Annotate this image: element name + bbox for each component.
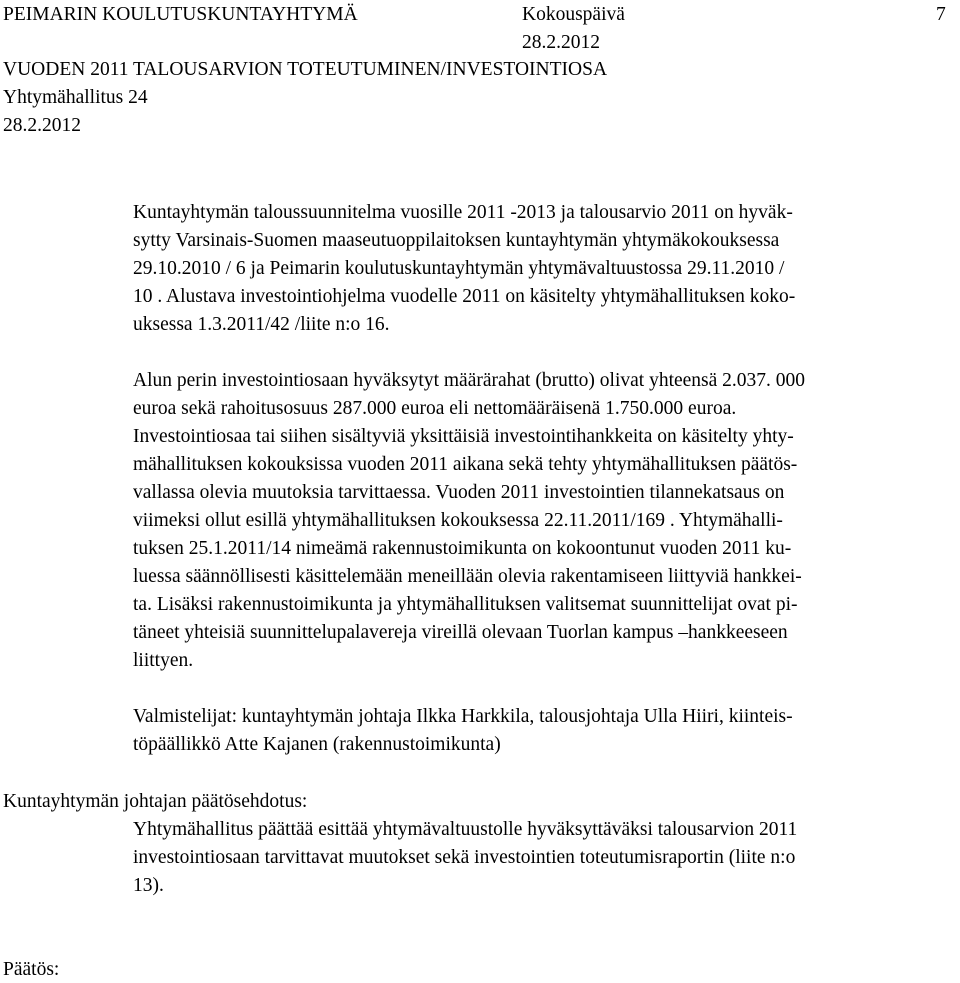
preparers-line: töpäällikkö Atte Kajanen (rakennustoimikunta) bbox=[133, 734, 501, 755]
page-number: 7 bbox=[936, 4, 946, 25]
meeting-date-label: Kokouspäivä bbox=[522, 4, 625, 25]
document-title: VUODEN 2011 TALOUSARVION TOTEUTUMINEN/INVESTOINTIOSA bbox=[3, 59, 608, 80]
paragraph2-line: ta. Lisäksi rakennustoimikunta ja yhtymähallituksen valitsemat suunnittelijat ovat pi- bbox=[133, 594, 798, 615]
meeting-date: 28.2.2012 bbox=[522, 32, 600, 53]
proposal-line: investointiosaan tarvittavat muutokset sekä investointien toteutumisraportin (liite n:o bbox=[133, 847, 796, 868]
paragraph2-line: täneet yhteisiä suunnittelupalavereja vireillä olevaan Tuorlan kampus –hankkeeseen bbox=[133, 622, 788, 643]
paragraph2-line: viimeksi ollut esillä yhtymähallituksen kokouksessa 22.11.2011/169 . Yhtymähalli- bbox=[133, 510, 783, 531]
paragraph2-line: liittyen. bbox=[133, 650, 194, 671]
reference: Yhtymähallitus 24 bbox=[3, 87, 148, 108]
paragraph1-line: sytty Varsinais-Suomen maaseutuoppilaitoksen kuntayhtymän yhtymäkokouksessa bbox=[133, 230, 780, 251]
paragraph2-line: vallassa olevia muutoksia tarvittaessa. Vuoden 2011 investointien tilannekatsaus on bbox=[133, 482, 785, 503]
paragraph1-line: uksessa 1.3.2011/42 /liite n:o 16. bbox=[133, 314, 390, 335]
preparers-line: Valmistelijat: kuntayhtymän johtaja Ilkka Harkkila, talousjohtaja Ulla Hiiri, kiinteis- bbox=[133, 706, 793, 727]
paragraph2-line: tuksen 25.1.2011/14 nimeämä rakennustoimikunta on kokoontunut vuoden 2011 ku- bbox=[133, 538, 792, 559]
reference-date: 28.2.2012 bbox=[3, 115, 81, 136]
paragraph2-line: Investointiosaa tai siihen sisältyviä yksittäisiä investointihankkeita on käsitelty yhty- bbox=[133, 426, 794, 447]
paragraph1-line: Kuntayhtymän taloussuunnitelma vuosille 2011 -2013 ja talousarvio 2011 on hyväk- bbox=[133, 202, 793, 223]
paragraph2-line: luessa säännöllisesti käsittelemään meneillään olevia rakentamiseen liittyviä hankkei- bbox=[133, 566, 802, 587]
paragraph1-line: 29.10.2010 / 6 ja Peimarin koulutuskuntayhtymän yhtymävaltuustossa 29.11.2010 / bbox=[133, 258, 785, 279]
organization-name: PEIMARIN KOULUTUSKUNTAYHTYMÄ bbox=[3, 4, 358, 25]
paragraph2-line: mähallituksen kokouksissa vuoden 2011 aikana sekä tehty yhtymähallituksen päätös- bbox=[133, 454, 798, 475]
paragraph2-line: Alun perin investointiosaan hyväksytyt määrärahat (brutto) olivat yhteensä 2.037. 000 bbox=[133, 370, 806, 391]
decision-heading: Päätös: bbox=[3, 959, 60, 980]
paragraph1-line: 10 . Alustava investointiohjelma vuodelle 2011 on käsitelty yhtymähallituksen koko- bbox=[133, 286, 796, 307]
proposal-heading: Kuntayhtymän johtajan päätösehdotus: bbox=[3, 791, 308, 812]
proposal-line: 13). bbox=[133, 875, 164, 896]
paragraph2-line: euroa sekä rahoitusosuus 287.000 euroa eli nettomääräisenä 1.750.000 euroa. bbox=[133, 398, 737, 419]
proposal-line: Yhtymähallitus päättää esittää yhtymävaltuustolle hyväksyttäväksi talousarvion 2011 bbox=[133, 819, 798, 840]
